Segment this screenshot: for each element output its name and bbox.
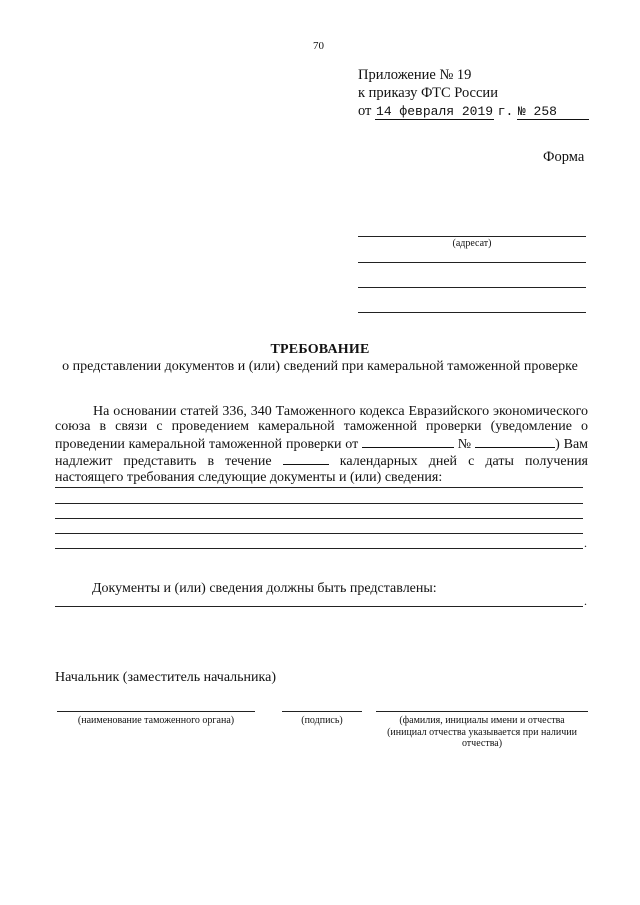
documents-list-line-4[interactable]	[55, 533, 583, 534]
body-paragraph	[55, 404, 588, 485]
addressee-caption: (адресат)	[452, 238, 492, 249]
chief-label: Начальник (заместитель начальника)	[55, 670, 276, 685]
document-title: ТРЕБОВАНИЕ	[270, 342, 370, 357]
full-name-caption-line1: (фамилия, инициалы имени и отчества	[399, 715, 565, 726]
submission-end-mark: .	[584, 594, 587, 608]
document-subtitle: о представлении документов и (или) сведений при камеральной таможенной проверке	[62, 359, 578, 374]
notice-date-field[interactable]	[362, 435, 454, 448]
body-text-part2: ) Вам надлежит представить в течение	[55, 436, 589, 470]
page-number: 70	[313, 40, 324, 52]
date-prefix: от	[358, 103, 372, 119]
addressee-line-2[interactable]	[358, 262, 586, 263]
signature-caption: (подпись)	[301, 715, 343, 726]
addressee-line-3[interactable]	[358, 287, 586, 288]
full-name-caption-line2: (инициал отчества указывается при наличии	[387, 726, 577, 738]
full-name-line[interactable]	[376, 711, 588, 712]
body-number-sign: №	[457, 436, 472, 452]
customs-authority-caption: (наименование таможенного органа)	[77, 715, 235, 726]
full-name-caption-line3: отчества)	[461, 738, 503, 749]
appendix-block	[358, 66, 589, 121]
order-number-field	[517, 104, 589, 120]
documents-list-end-mark: .	[584, 536, 587, 550]
appendix-title: Приложение № 19	[358, 67, 472, 83]
documents-list-line-5[interactable]	[55, 548, 583, 549]
notice-number-field[interactable]	[475, 435, 555, 448]
documents-list-line-3[interactable]	[55, 518, 583, 519]
customs-authority-line[interactable]	[57, 711, 255, 712]
body-text-part3: календарных дней с даты получения настоящего требования следующие документы и (или) сведения:	[55, 454, 588, 485]
documents-list-line-1[interactable]	[55, 487, 583, 488]
order-number: 258	[533, 104, 557, 119]
addressee-line-4[interactable]	[358, 312, 586, 313]
form-label: Форма	[543, 149, 585, 165]
number-sign: №	[517, 104, 526, 119]
submission-line[interactable]	[55, 606, 583, 607]
documents-list-line-2[interactable]	[55, 503, 583, 504]
appendix-order-ref: к приказу ФТС России	[358, 85, 498, 101]
full-name-caption	[366, 715, 598, 750]
submission-instruction: Документы и (или) сведения должны быть представлены:	[92, 581, 437, 596]
order-date: 14 февраля 2019	[376, 104, 494, 119]
body-text-part1: На основании статей 336, 340 Таможенного кодекса Евразийского экономического союза в связи с проведением камеральной таможенной проверки (уведомление о проведении камеральной таможенной проверки от	[55, 404, 588, 452]
year-suffix: г.	[497, 104, 514, 119]
signature-line[interactable]	[282, 711, 362, 712]
days-count-field[interactable]	[283, 452, 329, 465]
appendix-date-line	[358, 102, 589, 121]
addressee-line-1[interactable]	[358, 236, 586, 237]
